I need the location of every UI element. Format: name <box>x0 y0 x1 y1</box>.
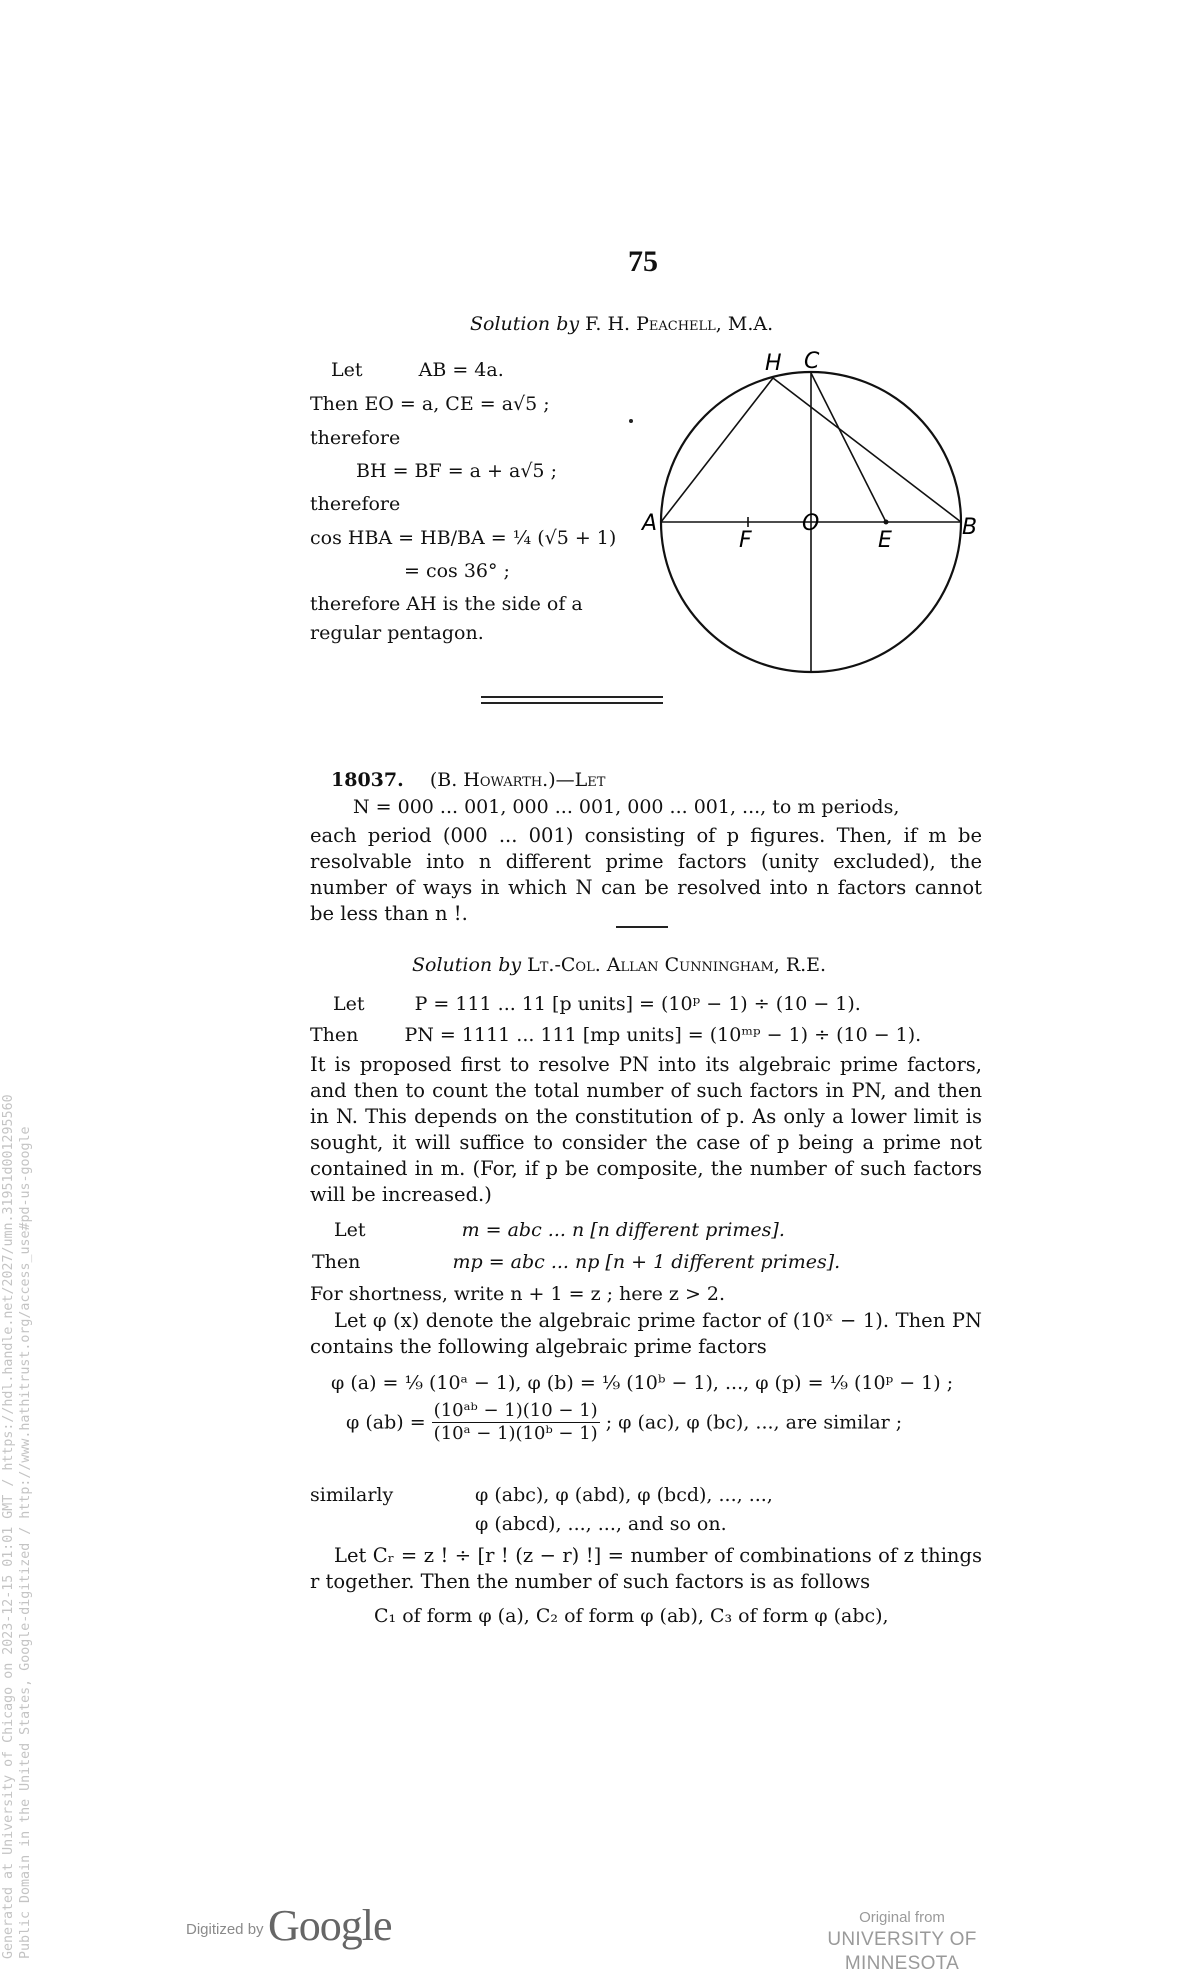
line-text: m = abc ... n [n different primes]. <box>461 1219 785 1241</box>
forms-line: C₁ of form φ (a), C₂ of form φ (ab), C₃ of form φ (abc), <box>374 1605 889 1627</box>
label-f: F <box>739 528 752 553</box>
point-e <box>884 520 889 525</box>
digitized-by-google <box>186 1900 392 1951</box>
label-h: H <box>765 351 782 376</box>
phi-ab-tail: ; φ (ac), φ (bc), ..., are similar ; <box>605 1411 903 1434</box>
problem-proposer: (B. Howarth.)—Let <box>429 769 606 791</box>
phi-ab-fraction <box>432 1400 600 1445</box>
phi-definition: Let φ (x) denote the algebraic prime factor of (10ˣ − 1). Then PN contains the following algebraic prime factors <box>310 1309 982 1358</box>
fraction-denominator: (10ᵃ − 1)(10ᵇ − 1) <box>433 1423 598 1444</box>
line-text: EO = a, CE = a√5 ; <box>364 393 550 415</box>
short-rule <box>616 926 668 928</box>
author-name: Lt.-Col. Allan Cunningham, R.E. <box>527 954 827 976</box>
segment-ce <box>811 373 886 522</box>
problem-heading <box>331 768 605 792</box>
line-label: Then <box>312 1251 361 1273</box>
segment-ah <box>661 378 773 522</box>
paragraph-proposal: It is proposed first to resolve PN into its algebraic prime factors, and then to count the total number of such factors in PN, and then in N. This depends on the constitution of p. As only a lower limit is sought, it will suffice to consider the case of p being a prime not contained in m. (For, if p be composite, the number of such factors will be increased.) <box>310 1053 982 1206</box>
line-text: AB = 4a. <box>418 359 504 381</box>
original-from-label: Original from <box>859 1909 945 1926</box>
equation-let-m <box>334 1218 785 1242</box>
problem-number: 18037. <box>331 769 404 791</box>
phi-ab-equation <box>346 1400 902 1445</box>
line-text: PN = 1111 ... 111 [mp units] = (10ᵐᵖ − 1) ÷ (10 − 1). <box>404 1024 922 1046</box>
label-a: A <box>642 511 658 536</box>
proof-line: = cos 36° ; <box>404 560 510 582</box>
line-label: Then <box>310 1024 359 1046</box>
label-e: E <box>878 528 892 553</box>
proof-line <box>331 358 504 382</box>
digitized-by-label: Digitized by <box>186 1921 264 1938</box>
institution-name: UNIVERSITY OF MINNESOTA <box>827 1929 977 1974</box>
double-rule-bottom <box>481 702 663 704</box>
line-label: Let <box>334 1219 366 1241</box>
equation-then-mp <box>312 1250 840 1274</box>
solution-heading-cunningham <box>412 953 826 977</box>
similarly-label: similarly <box>310 1484 394 1506</box>
google-logo: Google <box>268 1901 392 1950</box>
equation-let-p <box>333 992 861 1016</box>
line-text: mp = abc ... np [n + 1 different primes]. <box>452 1251 841 1273</box>
hathitrust-watermark <box>0 1094 34 1959</box>
pentagon-diagram <box>640 340 990 700</box>
double-rule-top <box>481 696 663 698</box>
line-text: P = 111 ... 11 [p units] = (10ᵖ − 1) ÷ (10 − 1). <box>414 993 861 1015</box>
label-b: B <box>962 515 978 540</box>
equation-then-pn <box>310 1023 921 1047</box>
line-label: Let <box>333 993 365 1015</box>
line-label: Let <box>331 359 363 381</box>
fraction-numerator: (10ᵃᵇ − 1)(10 − 1) <box>433 1400 598 1421</box>
original-from-block <box>772 1908 1032 1976</box>
line-label: Then <box>310 393 359 415</box>
solution-by-label: Solution by <box>412 954 522 976</box>
problem-statement-body: each period (000 ... 001) consisting of p figures. Then, if m be resolvable into n different prime factors (unity excluded), the number of ways in which N can be resolved into n factors cannot be less than n !. <box>310 824 982 925</box>
proof-line: regular pentagon. <box>310 622 484 644</box>
proof-line: cos HBA = HB/BA = ¼ (√5 + 1) <box>310 527 617 549</box>
proof-line: therefore AH is the side of a <box>310 593 583 615</box>
proof-line: BH = BF = a + a√5 ; <box>356 460 557 482</box>
watermark-line2: Public Domain in the United States, Google-digitized / http://www.hathitrust.org/access_use#pd-us-google <box>18 1126 33 1959</box>
phi-ab-label: φ (ab) = <box>346 1411 426 1434</box>
print-speck <box>629 419 633 423</box>
author-name: F. H. Peachell, M.A. <box>585 313 774 335</box>
shortness-line: For shortness, write n + 1 = z ; here z > 2. <box>310 1283 726 1305</box>
watermark-line1: Generated at University of Chicago on 2023-12-15 01:01 GMT / https://hdl.handle.net/2027/umn.31951d001295560 <box>1 1094 16 1959</box>
solution-heading-peachell <box>470 312 773 336</box>
label-o: O <box>802 511 820 536</box>
phi-line-primes: φ (a) = ⅑ (10ᵃ − 1), φ (b) = ⅑ (10ᵇ − 1), ..., φ (p) = ⅑ (10ᵖ − 1) ; <box>331 1372 954 1394</box>
proof-line: therefore <box>310 427 401 449</box>
problem-statement-line1: N = 000 ... 001, 000 ... 001, 000 ... 001, ..., to m periods, <box>353 796 900 818</box>
solution-by-label: Solution by <box>470 313 580 335</box>
label-c: C <box>804 349 820 374</box>
page-number: 75 <box>628 245 658 278</box>
proof-line: therefore <box>310 493 401 515</box>
similarly-line1: φ (abc), φ (abd), φ (bcd), ..., ..., <box>475 1484 773 1506</box>
combinations-paragraph: Let Cᵣ = z ! ÷ [r ! (z − r) !] = number of combinations of z things r together. Then the number of such factors is as follows <box>310 1544 982 1593</box>
proof-line <box>310 392 550 416</box>
segment-hb <box>773 378 961 522</box>
similarly-line2: φ (abcd), ..., ..., and so on. <box>475 1513 727 1535</box>
